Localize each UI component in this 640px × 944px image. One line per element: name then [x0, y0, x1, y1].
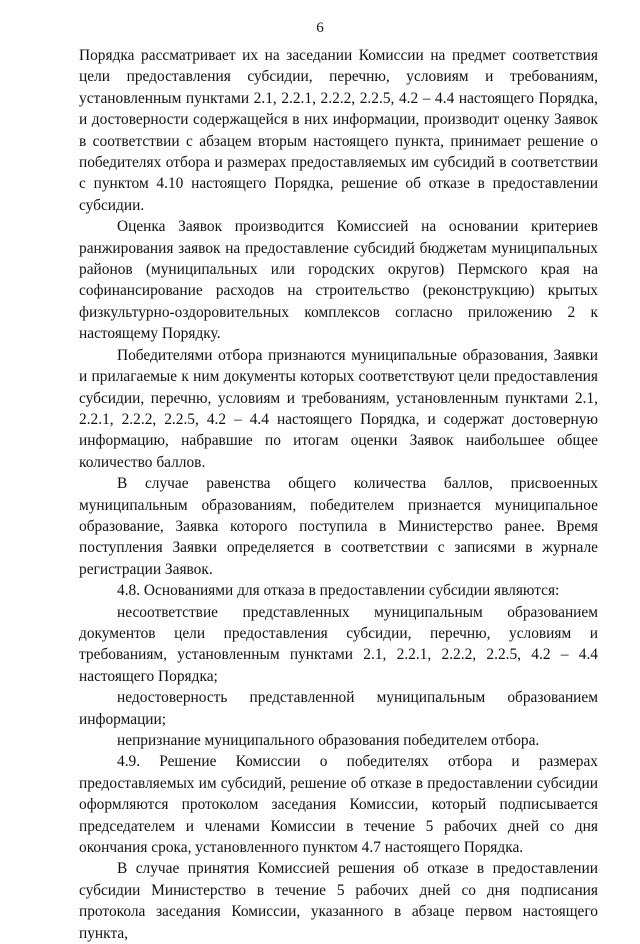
list-item-nonconformity: несоответствие представленных муниципальным образованием документов цели предоставления субсидии, перечню, условиям и требованиям, установленным пунктами 2.1, 2.2.1, 2.2.2, 2.2.5, 4.2 – 4.4 настоящего Порядка;	[79, 603, 598, 685]
paragraph-continuation: Порядка рассматривает их на заседании Комиссии на предмет соответствия цели предоставления субсидии, перечню, условиям и требованиям, установленным пунктами 2.1, 2.2.1, 2.2.2, 2.2.5, 4.2 – 4.4 настоящего Порядка, и достоверности содержащейся в них информации, производит оценку Заявок в соответствии с абзацем вторым настоящего пункта, принимает решение о победителях отбора и размерах предоставляемых им субсидий в соответствии с пунктом 4.10 настоящего Порядка, решение об отказе в предоставлении субсидии.	[79, 47, 598, 214]
paragraph-clause-4-9: 4.9. Решение Комиссии о победителях отбора и размерах предоставляемых им субсидий, решение об отказе в предоставлении субсидии оформляются протоколом заседания Комиссии, который подписывается председателем и членами Комиссии в течение 5 рабочих дней со дня окончания срока, установленного пунктом 4.7 настоящего Порядка.	[79, 753, 598, 857]
paragraph-equal-points: В случае равенства общего количества баллов, присвоенных муниципальным образованиям, победителем признается муниципальное образование, Заявка которого поступила в Министерство ранее. Время поступления Заявки определяется в соответствии с записями в журнале регистрации Заявок.	[79, 475, 598, 578]
paragraph-clause-4-8: 4.8. Основаниями для отказа в предоставлении субсидии являются:	[117, 582, 560, 600]
list-item-not-winner: непризнание муниципального образования победителем отбора.	[117, 732, 540, 749]
paragraph-refusal-notice: В случае принятия Комиссией решения об отказе в предоставлении субсидии Министерство в течение 5 рабочих дней со дня подписания протокола заседания Комиссии, указанного в абзаце первом настоящего пункта,	[79, 860, 598, 942]
page-number: 6	[316, 20, 324, 36]
paragraph-evaluation-criteria: Оценка Заявок производится Комиссией на основании критериев ранжирования заявок на предоставление субсидий бюджетам муниципальных районов (муниципальных или городских округов) Пермского края на софинансирование расходов на строительство (реконструкцию) крытых физкультурно-оздоровительных комплексов согласно приложению 2 к настоящему Порядку.	[79, 218, 598, 343]
paragraph-selection-winners: Победителями отбора признаются муниципальные образования, Заявки и прилагаемые к ним документы которых соответствуют цели предоставления субсидии, перечню, условиям и требованиям, установленным пунктами 2.1, 2.2.1, 2.2.2, 2.2.5, 4.2 – 4.4 настоящего Порядка, и содержат достоверную информацию, набравшие по итогам оценки Заявок наибольшее общее количество баллов.	[79, 346, 598, 471]
document-body	[79, 45, 598, 944]
list-item-unreliable-info: недостоверность представленной муниципальным образованием информации;	[79, 689, 598, 728]
